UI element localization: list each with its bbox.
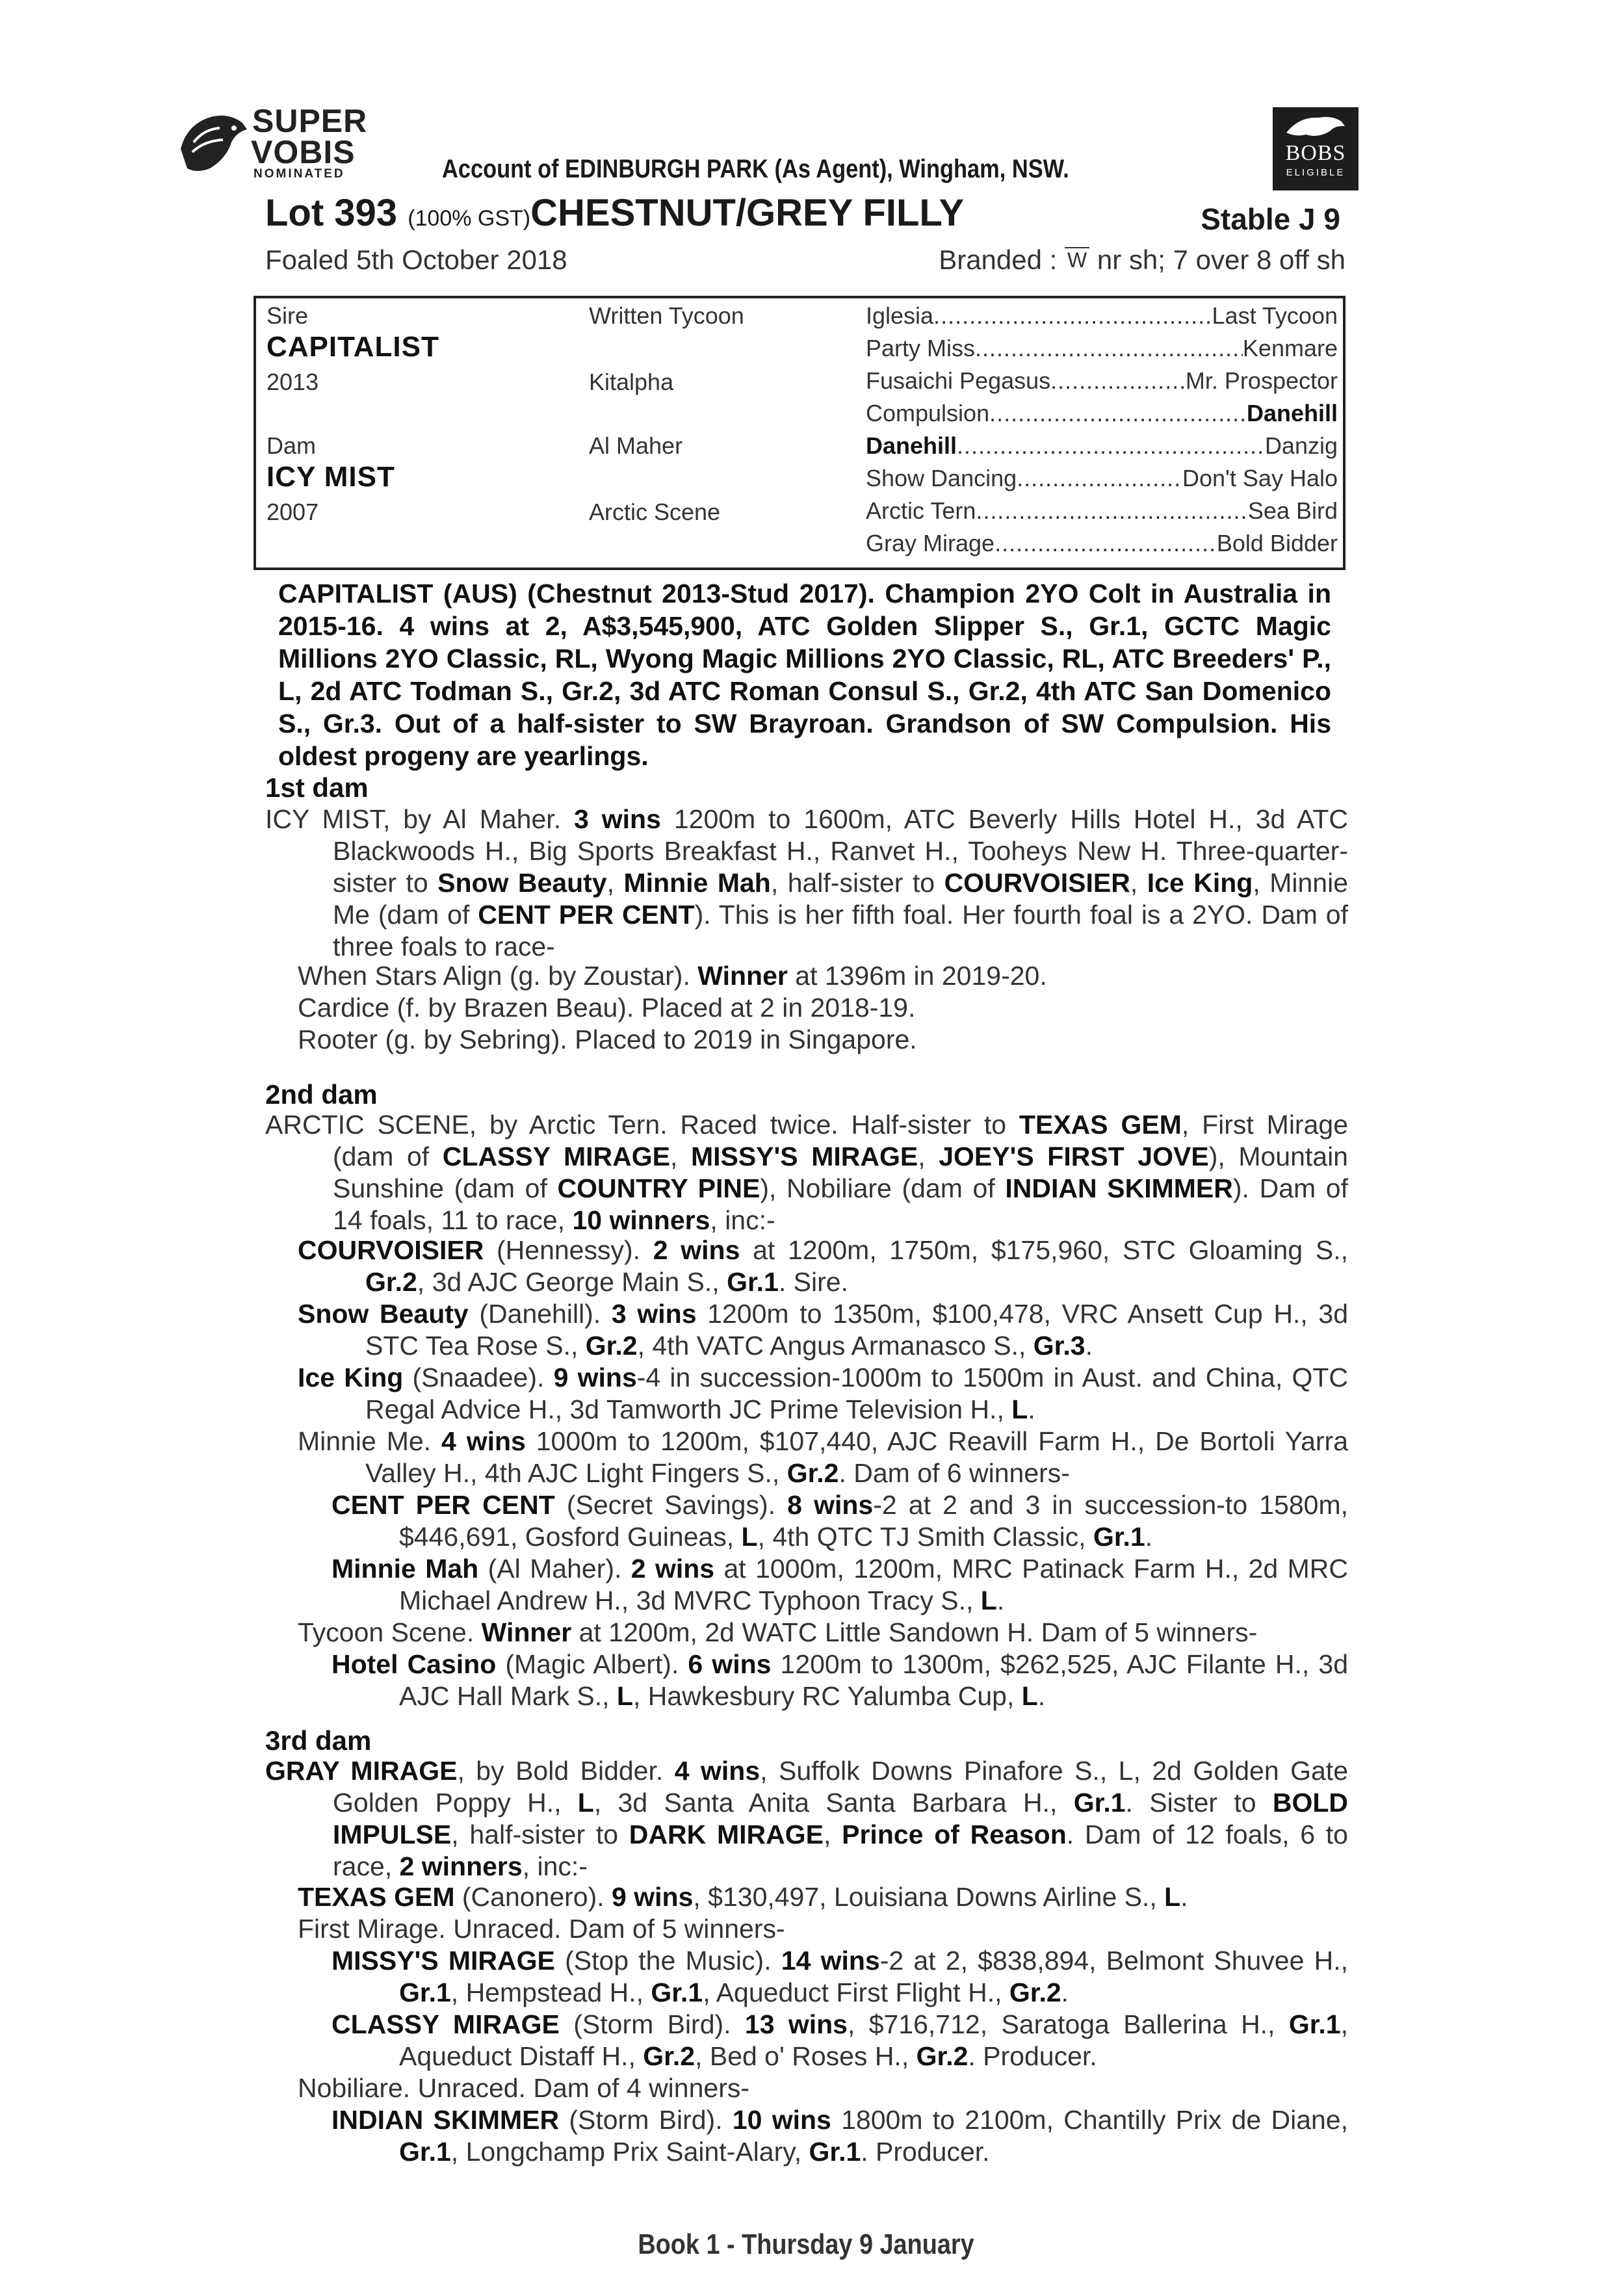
pedigree-line xyxy=(866,302,1338,330)
progeny-entry: Minnie Me. 4 wins 1000m to 1200m, $107,440, AJC Reavill Farm H., De Bortoli Yarra Valley H., 4th AJC Light Fingers S., Gr.2. Dam of 6 winners- xyxy=(298,1426,1348,1488)
sire-sire: Written Tycoon xyxy=(589,302,744,329)
progeny-entry: When Stars Align (g. by Zoustar). Winner at 1396m in 2019-20. xyxy=(298,961,1047,991)
first-dam-text: ICY MIST, by Al Maher. 3 wins 1200m to 1600m, ATC Beverly Hills Hotel H., 3d ATC Blackwoods H., Big Sports Breakfast H., Ranvet H., Tooheys New H. Three-quarter-sister to Snow Beauty, Minnie Mah, half-sister to COURVOISIER, Ice King, Minnie Me (dam of CENT PER CENT). This is her fifth foal. Her fourth foal is a 2YO. Dam of three foals to race- xyxy=(265,804,1348,961)
progeny-entry: Nobiliare. Unraced. Dam of 4 winners- xyxy=(298,2073,749,2103)
page-footer: Book 1 - Thursday 9 January xyxy=(638,2228,974,2260)
ancestor-right: Danehill xyxy=(1246,400,1338,426)
bobs-logo xyxy=(1273,107,1358,190)
gst-note: (100% GST) xyxy=(408,206,531,231)
progeny-entry: TEXAS GEM (Canonero). 9 wins, $130,497, Louisiana Downs Airline S., L. xyxy=(298,1882,1188,1912)
supervobis-logo xyxy=(174,101,395,184)
dam-sire: Al Maher xyxy=(589,432,683,459)
logo-text-line2: VOBIS xyxy=(251,134,356,170)
pedigree-line xyxy=(866,400,1338,427)
pedigree-line xyxy=(866,465,1338,492)
progeny-entry: Ice King (Snaadee). 9 wins-4 in succession-1000m to 1500m in Aust. and China, QTC Regal Advice H., 3d Tamworth JC Prime Television H., L. xyxy=(298,1363,1349,1424)
sire-dam: Kitalpha xyxy=(589,369,674,395)
pedigree-line xyxy=(866,367,1338,395)
lot-description: CHESTNUT/GREY FILLY xyxy=(530,192,965,234)
progeny-entry: Snow Beauty (Danehill). 3 wins 1200m to 1350m, $100,478, VRC Ansett Cup H., 3d STC Tea Rose S., Gr.2, 4th VATC Angus Armanasco S., Gr.3. xyxy=(298,1299,1348,1361)
sire-summary: CAPITALIST (AUS) (Chestnut 2013-Stud 2017). Champion 2YO Colt in Australia in 2015-16. 4 wins at 2, A$3,545,900, ATC Golden Slipper S., Gr.1, GCTC Magic Millions 2YO Classic, RL, Wyong Magic Millions 2YO Classic, RL, ATC Breeders' P., L, 2d ATC Todman S., Gr.2, 3d ATC Roman Consul S., Gr.2, 4th ATC San Domenico S., Gr.3. Out of a half-sister to SW Brayroan. Grandson of SW Compulsion. His oldest progeny are yearlings. xyxy=(278,579,1331,771)
progeny-entry: COURVOISIER (Hennessy). 2 wins at 1200m, 1750m, $175,960, STC Gloaming S., Gr.2, 3d AJC George Main S., Gr.1. Sire. xyxy=(298,1235,1348,1297)
sire-label: Sire xyxy=(266,302,309,329)
progeny-entry: CENT PER CENT (Secret Savings). 8 wins-2 at 2 and 3 in succession-to 1580m, $446,691, Gosford Guineas, L, 4th QTC TJ Smith Classic, Gr.1. xyxy=(332,1490,1348,1552)
ancestor-left: Gray Mirage xyxy=(866,530,995,556)
lot-number: Lot 393 xyxy=(265,192,398,234)
ancestor-left: Arctic Tern xyxy=(866,497,976,524)
logo-text-line3: NOMINATED xyxy=(254,167,345,181)
brand-details: nr sh; 7 over 8 off sh xyxy=(1097,244,1346,275)
ancestor-right: Last Tycoon xyxy=(1212,302,1338,329)
brand-description xyxy=(939,244,1346,276)
branded-label: Branded : xyxy=(939,244,1058,275)
progeny-entry: Minnie Mah (Al Maher). 2 wins at 1000m, 1200m, MRC Patinack Farm H., 2d MRC Michael Andrew H., 3d MVRC Typhoon Tracy S., L. xyxy=(332,1554,1348,1615)
progeny-entry: Hotel Casino (Magic Albert). 6 wins 1200m to 1300m, $262,525, AJC Filante H., 3d AJC Hall Mark S., L, Hawkesbury RC Yalumba Cup, L. xyxy=(332,1649,1348,1711)
horse-head-icon xyxy=(174,103,252,181)
third-dam-text: GRAY MIRAGE, by Bold Bidder. 4 wins, Suffolk Downs Pinafore S., L, 2d Golden Gate Golden Poppy H., L, 3d Santa Anita Santa Barbara H., Gr.1. Sister to BOLD IMPULSE, half-sister to DARK MIRAGE, Prince of Reason. Dam of 12 foals, 6 to race, 2 winners, inc:- xyxy=(265,1756,1349,1881)
ancestor-left: Show Dancing xyxy=(866,465,1017,491)
stable-location: Stable J 9 xyxy=(1201,202,1340,236)
pedigree-table xyxy=(254,296,1346,570)
dam-year: 2007 xyxy=(266,499,319,525)
ancestor-right: Danzig xyxy=(1264,432,1338,459)
ancestor-left: Danehill xyxy=(866,432,957,459)
progeny-entry: Tycoon Scene. Winner at 1200m, 2d WATC Little Sandown H. Dam of 5 winners- xyxy=(298,1617,1258,1647)
ancestor-left: Party Miss xyxy=(866,335,976,361)
progeny-entry: Rooter (g. by Sebring). Placed to 2019 in Singapore. xyxy=(298,1024,917,1054)
progeny-entry: CLASSY MIRAGE (Storm Bird). 13 wins, $716,712, Saratoga Ballerina H., Gr.1, Aqueduct Distaff H., Gr.2, Bed o' Roses H., Gr.2. Producer. xyxy=(332,2009,1348,2071)
ancestor-left: Iglesia xyxy=(866,302,934,329)
progeny-entry: MISSY'S MIRAGE (Stop the Music). 14 wins-2 at 2, $838,894, Belmont Shuvee H., Gr.1, Hempstead H., Gr.1, Aqueduct First Flight H., Gr.2. xyxy=(332,1946,1348,2007)
first-dam-heading: 1st dam xyxy=(265,772,369,803)
ancestor-left: Fusaichi Pegasus xyxy=(866,367,1051,394)
progeny-entry: INDIAN SKIMMER (Storm Bird). 10 wins 1800m to 2100m, Chantilly Prix de Diane, Gr.1, Longchamp Prix Saint-Alary, Gr.1. Producer. xyxy=(332,2105,1348,2167)
pedigree-line xyxy=(866,497,1338,525)
ancestor-left: Compulsion xyxy=(866,400,990,426)
pedigree-line xyxy=(866,335,1338,362)
logo-text-line1: SUPER xyxy=(252,103,368,139)
sire-year: 2013 xyxy=(266,369,319,395)
second-dam-text: ARCTIC SCENE, by Arctic Tern. Raced twice. Half-sister to TEXAS GEM, First Mirage (dam of CLASSY MIRAGE, MISSY'S MIRAGE, JOEY'S FIRST JOVE), Mountain Sunshine (dam of COUNTRY PINE), Nobiliare (dam of INDIAN SKIMMER). Dam of 14 foals, 11 to race, 10 winners, inc:- xyxy=(265,1110,1348,1235)
dam-dam: Arctic Scene xyxy=(589,499,721,525)
dam-label: Dam xyxy=(266,432,317,459)
ancestor-right: Bold Bidder xyxy=(1216,530,1338,556)
second-dam-heading: 2nd dam xyxy=(265,1079,378,1110)
ancestor-right: Kenmare xyxy=(1242,335,1338,361)
pedigree-line xyxy=(866,530,1338,557)
lot-title xyxy=(265,191,964,235)
sire-name: CAPITALIST xyxy=(266,331,439,363)
vendor-line: Account of EDINBURGH PARK (As Agent), Wingham, NSW. xyxy=(442,155,1069,183)
pedigree-line xyxy=(866,432,1338,460)
ancestor-right: Don't Say Halo xyxy=(1182,465,1338,491)
running-horse-icon xyxy=(1280,110,1351,142)
foaled-date: Foaled 5th October 2018 xyxy=(265,244,567,275)
brand-mark: W xyxy=(1065,247,1089,272)
bobs-logo-title: BOBS xyxy=(1285,141,1346,165)
progeny-entry: Cardice (f. by Brazen Beau). Placed at 2 in 2018-19. xyxy=(298,993,916,1023)
ancestor-right: Mr. Prospector xyxy=(1185,367,1338,394)
ancestor-right: Sea Bird xyxy=(1247,497,1338,524)
dam-name: ICY MIST xyxy=(266,461,395,493)
third-dam-heading: 3rd dam xyxy=(265,1725,372,1756)
progeny-entry: First Mirage. Unraced. Dam of 5 winners- xyxy=(298,1914,785,1944)
bobs-logo-subtitle: ELIGIBLE xyxy=(1286,167,1346,178)
